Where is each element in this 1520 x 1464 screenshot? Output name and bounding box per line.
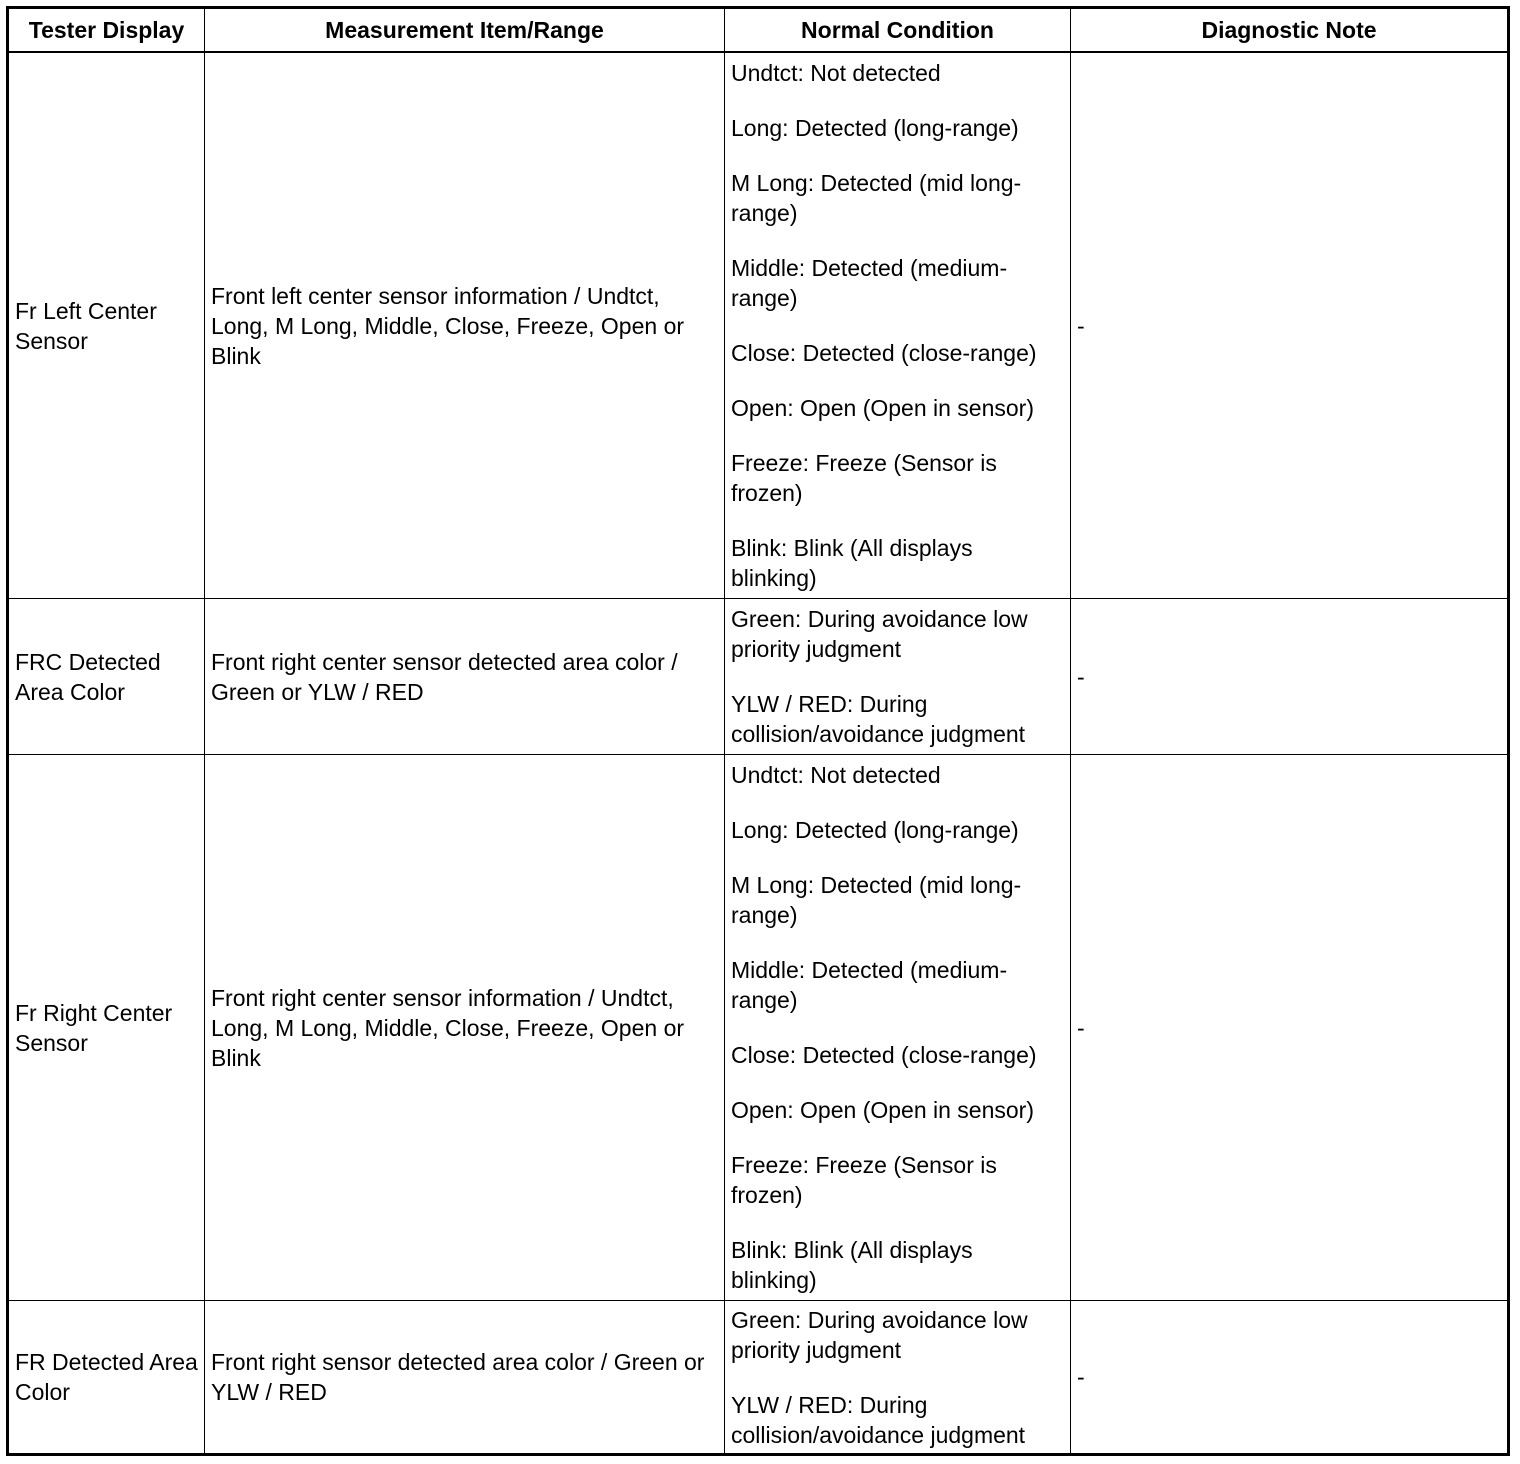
diagnostic-note-cell: - <box>1071 755 1509 1301</box>
diagnostic-data-table <box>6 6 1510 1456</box>
condition-item: Open: Open (Open in sensor) <box>731 1097 1034 1123</box>
tester-display-cell: FR Detected Area Color <box>8 1301 205 1455</box>
measurement-cell: Front right sensor detected area color / Green or YLW / RED <box>205 1301 725 1455</box>
tester-display-cell: FRC Detected Area Color <box>8 599 205 755</box>
condition-item: Freeze: Freeze (Sensor is frozen) <box>731 450 997 506</box>
condition-item: Green: During avoidance low priority judgment <box>731 1306 1028 1363</box>
condition-item: Undtct: Not detected <box>731 60 941 86</box>
header-row <box>8 8 1509 53</box>
condition-item: Open: Open (Open in sensor) <box>731 395 1034 421</box>
condition-item: Long: Detected (long-range) <box>731 817 1019 843</box>
diagnostic-note-cell: - <box>1071 52 1509 599</box>
condition-item: Middle: Detected (medium-range) <box>731 957 1008 1013</box>
header-measurement-item: Measurement Item/Range <box>205 8 725 53</box>
condition-item: Blink: Blink (All displays blinking) <box>731 535 973 591</box>
header-tester-display: Tester Display <box>8 8 205 53</box>
condition-item: M Long: Detected (mid long-range) <box>731 170 1022 226</box>
table-row <box>8 52 1509 599</box>
header-normal-condition: Normal Condition <box>725 8 1071 53</box>
condition-item: Undtct: Not detected <box>731 762 941 788</box>
header-diagnostic-note: Diagnostic Note <box>1071 8 1509 53</box>
measurement-cell: Front right center sensor information / Undtct, Long, M Long, Middle, Close, Freeze, Open or Blink <box>205 755 725 1301</box>
condition-item: Long: Detected (long-range) <box>731 115 1019 141</box>
tester-display-cell: Fr Left Center Sensor <box>8 52 205 599</box>
measurement-cell: Front left center sensor information / Undtct, Long, M Long, Middle, Close, Freeze, Open or Blink <box>205 52 725 599</box>
condition-item: M Long: Detected (mid long-range) <box>731 872 1022 928</box>
condition-item: Middle: Detected (medium-range) <box>731 255 1008 311</box>
condition-item: Close: Detected (close-range) <box>731 340 1037 366</box>
diagnostic-note-cell: - <box>1071 599 1509 755</box>
table-row <box>8 1301 1509 1455</box>
normal-condition-cell <box>725 1301 1071 1455</box>
normal-condition-cell <box>725 52 1071 599</box>
condition-item: YLW / RED: During collision/avoidance judgment <box>731 1391 1026 1448</box>
condition-item: Close: Detected (close-range) <box>731 1042 1037 1068</box>
normal-condition-cell <box>725 755 1071 1301</box>
condition-item: Green: During avoidance low priority judgment <box>731 606 1028 662</box>
tester-display-cell: Fr Right Center Sensor <box>8 755 205 1301</box>
condition-item: YLW / RED: During collision/avoidance judgment <box>731 691 1026 747</box>
table-row <box>8 755 1509 1301</box>
normal-condition-cell <box>725 599 1071 755</box>
diagnostic-note-cell: - <box>1071 1301 1509 1455</box>
condition-item: Blink: Blink (All displays blinking) <box>731 1237 973 1293</box>
table-row <box>8 599 1509 755</box>
measurement-cell: Front right center sensor detected area color / Green or YLW / RED <box>205 599 725 755</box>
condition-item: Freeze: Freeze (Sensor is frozen) <box>731 1152 997 1208</box>
